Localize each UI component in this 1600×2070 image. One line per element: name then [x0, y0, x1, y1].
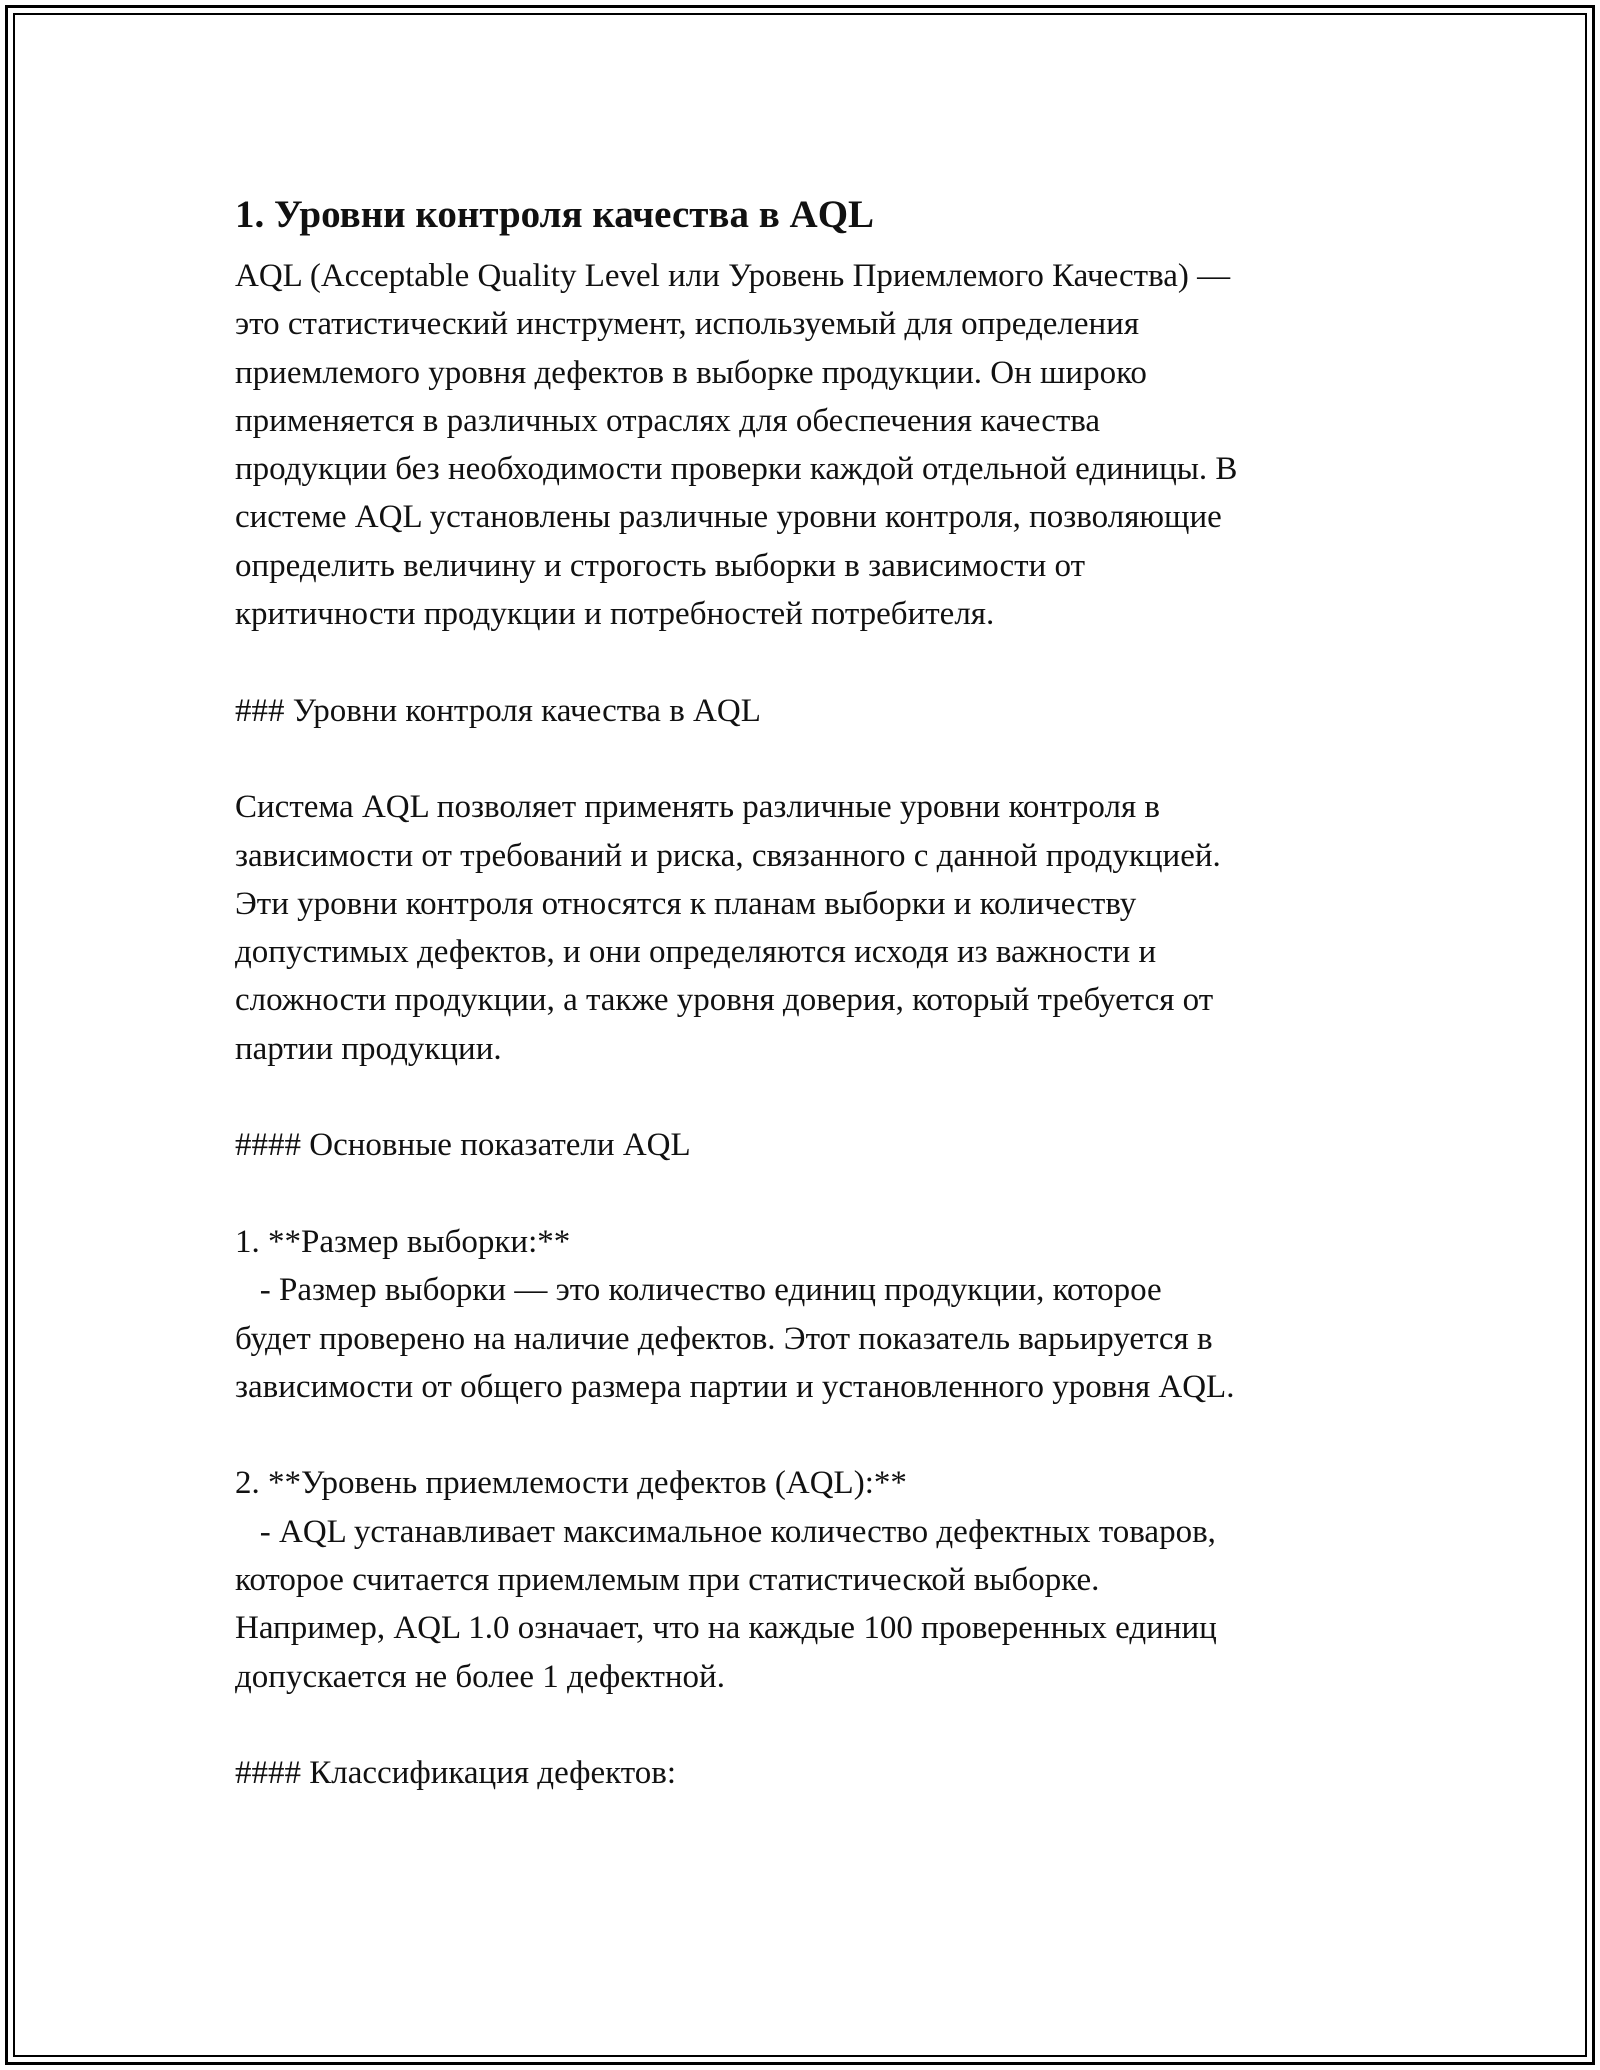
heading-main-indicators: #### Основные показатели AQL [235, 1127, 691, 1164]
intro-paragraph: AQL (Acceptable Quality Level или Уровень Приемлемого Качества) — это статистический инструмент, используемый для определения приемлемого уровня дефектов в выборке продукции. Он широко применяется в различных отраслях для обеспечения качества продукции без необходимости проверки каждой отдельной единицы. В системе AQL установлены различные уровни контроля, позволяющие определить величину и строгость выборки в зависимости от критичности продукции и потребностей потребителя. [235, 258, 1238, 633]
heading-defect-classification: #### Классификация дефектов: [235, 1755, 677, 1792]
list-item-sample-size: 1. **Размер выборки:** - Размер выборки — это количество единиц продукции, которое будет проверено на наличие дефектов. Этот показатель варьируется в зависимости от общего размера партии и установленного уровня AQL. [235, 1223, 1235, 1405]
document-title: 1. Уровни контроля качества в AQL [235, 193, 875, 236]
heading-control-levels: ### Уровни контроля качества в AQL [235, 692, 761, 729]
document-body [235, 190, 1375, 1798]
system-paragraph: Система AQL позволяет применять различные уровни контроля в зависимости от требований и риска, связанного с данной продукцией. Эти уровни контроля относятся к планам выборки и количеству допустимых дефектов, и они определяются исходя из важности и сложности продукции, а также уровня доверия, который требуется от партии продукции. [235, 789, 1221, 1067]
list-item-defect-acceptance: 2. **Уровень приемлемости дефектов (AQL):** - AQL устанавливает максимальное количество дефектных товаров, которое считается приемлемым при статистической выборке. Например, AQL 1.0 означает, что на каждые 100 проверенных единиц допускается не более 1 дефектной. [235, 1465, 1217, 1695]
